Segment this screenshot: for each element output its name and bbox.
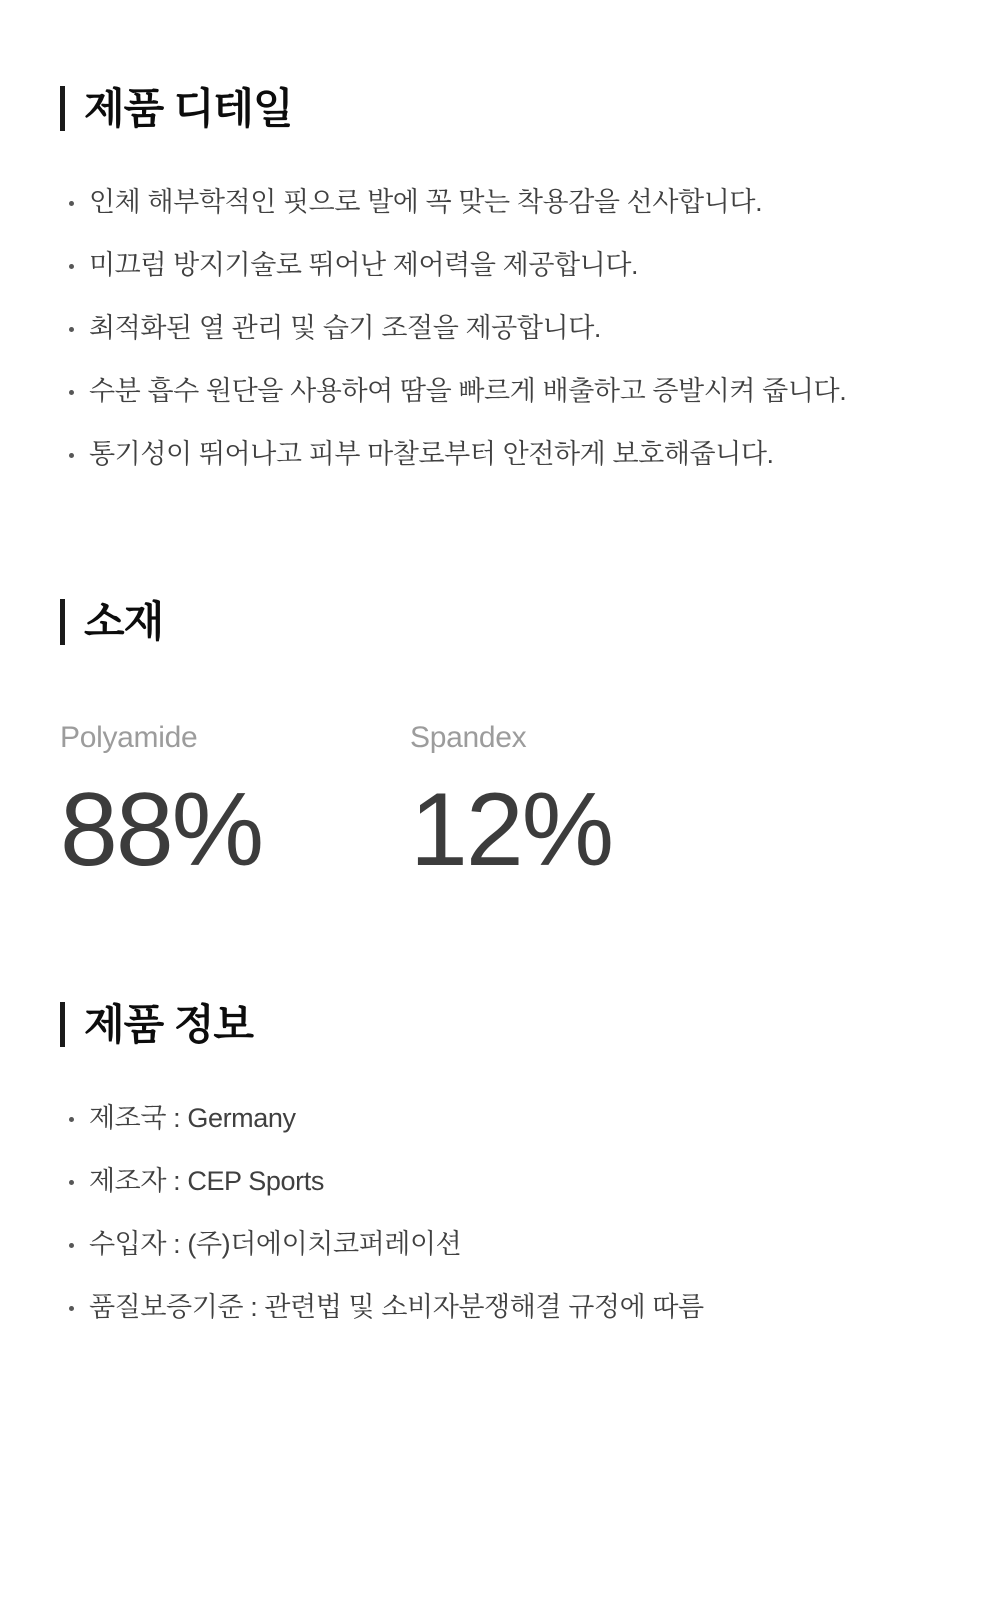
material-percent-value: 88% <box>60 771 263 888</box>
list-item <box>60 1230 940 1258</box>
material-composition-row <box>60 720 940 888</box>
list-item-text: 품질보증기준 : 관련법 및 소비자분쟁해결 규정에 따름 <box>89 1292 704 1323</box>
list-item-text: 인체 해부학적인 핏으로 발에 꼭 맞는 착용감을 선사합니다. <box>89 187 763 218</box>
material-column <box>60 720 410 888</box>
list-item-text: 최적화된 열 관리 및 습기 조절을 제공합니다. <box>89 313 601 344</box>
bullet-dot-icon <box>69 390 74 395</box>
list-item <box>60 1104 940 1132</box>
product-detail-list <box>60 188 940 468</box>
bullet-dot-icon <box>69 201 74 206</box>
list-item-text: 수입자 : (주)더에이치코퍼레이션 <box>89 1229 462 1260</box>
section-header <box>60 86 940 131</box>
accent-bar <box>60 86 65 131</box>
accent-bar <box>60 599 65 644</box>
section-header <box>60 1002 940 1047</box>
list-item-text: 미끄럼 방지기술로 뛰어난 제어력을 제공합니다. <box>89 250 639 281</box>
bullet-dot-icon <box>69 1306 74 1311</box>
section-title-product-detail: 제품 디테일 <box>84 85 293 132</box>
bullet-dot-icon <box>69 453 74 458</box>
list-item <box>60 314 940 342</box>
list-item-text: 제조국 : Germany <box>89 1103 296 1134</box>
bullet-dot-icon <box>69 1180 74 1185</box>
list-item <box>60 188 940 216</box>
list-item <box>60 1293 940 1321</box>
material-column <box>410 720 760 888</box>
bullet-dot-icon <box>69 1243 74 1248</box>
bullet-dot-icon <box>69 327 74 332</box>
section-title-product-info: 제품 정보 <box>84 1000 253 1048</box>
list-item <box>60 440 940 468</box>
accent-bar <box>60 1002 65 1047</box>
section-product-detail <box>60 0 940 468</box>
list-item-text: 수분 흡수 원단을 사용하여 땀을 빠르게 배출하고 증발시켜 줍니다. <box>89 376 847 407</box>
bullet-dot-icon <box>69 1117 74 1122</box>
section-material <box>60 503 940 888</box>
bullet-dot-icon <box>69 264 74 269</box>
list-item-text: 제조자 : CEP Sports <box>89 1166 324 1197</box>
material-percent-value: 12% <box>410 771 613 888</box>
product-info-list <box>60 1104 940 1321</box>
section-title-material: 소재 <box>84 598 164 646</box>
section-product-info <box>60 882 940 1321</box>
material-name-label: Spandex <box>410 720 527 754</box>
material-name-label: Polyamide <box>60 720 198 754</box>
list-item-text: 통기성이 뛰어나고 피부 마찰로부터 안전하게 보호해줍니다. <box>89 439 774 470</box>
section-header <box>60 599 940 644</box>
list-item <box>60 251 940 279</box>
list-item <box>60 377 940 405</box>
list-item <box>60 1167 940 1195</box>
